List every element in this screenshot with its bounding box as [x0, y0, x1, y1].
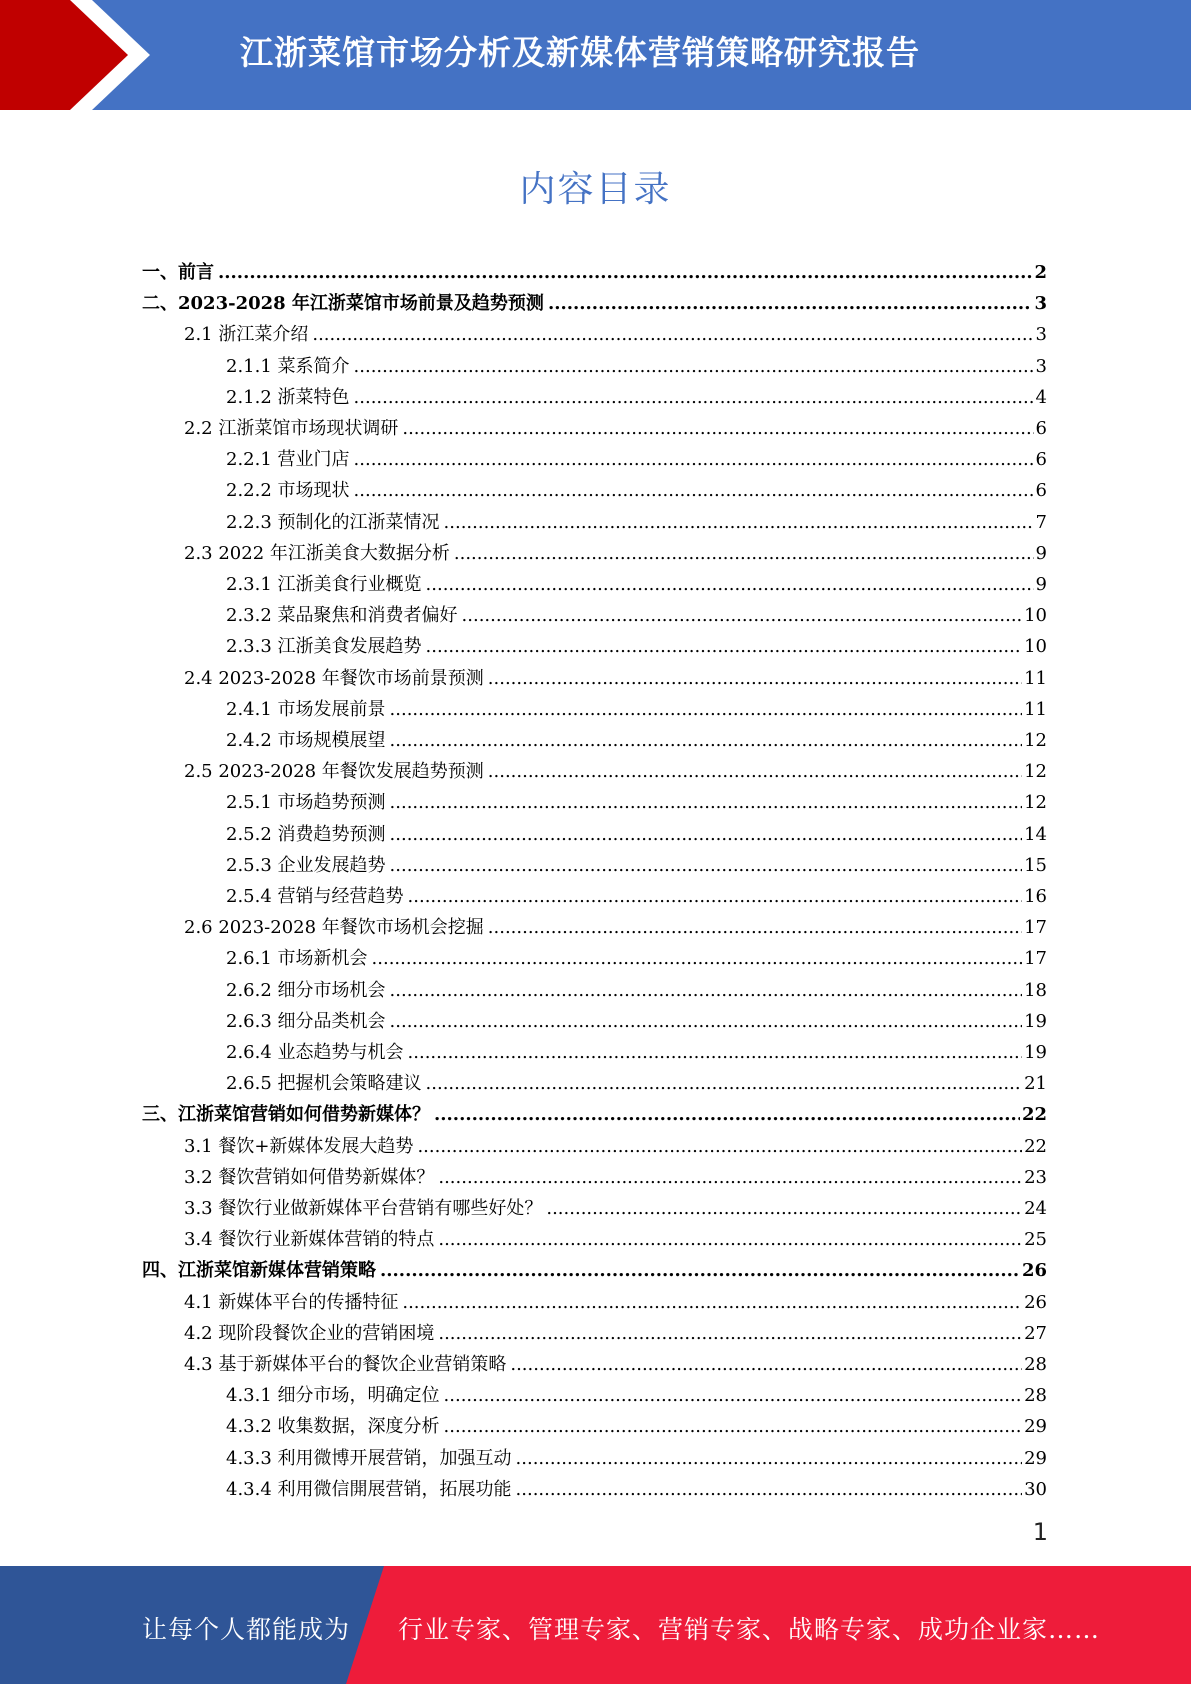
- toc-dot-leader: [390, 698, 1023, 722]
- toc-dot-leader: [390, 979, 1023, 1003]
- toc-entry[interactable]: [184, 1159, 1047, 1190]
- toc-entry[interactable]: [226, 722, 1047, 753]
- toc-entry-page: 10: [1024, 605, 1047, 627]
- toc-entry[interactable]: [226, 1377, 1047, 1408]
- toc-dot-leader: [426, 635, 1023, 659]
- toc-entry-label: 3.3 餐饮行业做新媒体平台营销有哪些好处？: [184, 1198, 543, 1219]
- toc-entry-label: 2.3.2 菜品聚焦和消费者偏好: [226, 605, 458, 627]
- toc-entry-page: 26: [1021, 1260, 1047, 1282]
- toc-entry-label: 2.6.5 把握机会策略建议: [226, 1073, 422, 1095]
- toc-entry-label: 2.2 江浙菜馆市场现状调研: [184, 418, 399, 439]
- toc-entry[interactable]: [226, 878, 1047, 909]
- toc-dot-leader: [417, 1135, 1022, 1159]
- toc-dot-leader: [390, 854, 1023, 878]
- toc-entry[interactable]: [226, 691, 1047, 722]
- toc-entry-page: 6: [1035, 480, 1047, 502]
- toc-entry-page: 30: [1024, 1478, 1047, 1500]
- toc-entry-page: 14: [1024, 823, 1047, 845]
- toc-entry[interactable]: [226, 784, 1047, 815]
- toc-entry-page: 3: [1035, 324, 1047, 346]
- toc-dot-leader: [390, 791, 1023, 815]
- toc-dot-leader: [354, 479, 1034, 503]
- toc-entry-label: 4.2 现阶段餐饮企业的营销困境: [184, 1322, 435, 1344]
- toc-dot-leader: [408, 1041, 1023, 1065]
- toc-entry[interactable]: [142, 1096, 1047, 1127]
- toc-dot-leader: [488, 667, 1022, 691]
- toc-entry-label: 4.3 基于新媒体平台的餐饮企业营销策略: [184, 1354, 507, 1375]
- toc-entry-page: 28: [1024, 1385, 1047, 1407]
- report-header-band: [0, 0, 1191, 110]
- toc-entry-label: 2.5.1 市场趋势预测: [226, 792, 386, 814]
- toc-dot-leader: [488, 760, 1022, 784]
- footer-band: [0, 1566, 1191, 1684]
- toc-dot-leader: [354, 355, 1034, 379]
- toc-dot-leader: [426, 1072, 1023, 1096]
- toc-entry-label: 2.5 2023-2028 年餐饮发展趋势预测: [184, 761, 484, 783]
- toc-entry[interactable]: [226, 847, 1047, 878]
- toc-dot-leader: [390, 729, 1023, 753]
- toc-dot-leader: [402, 1291, 1022, 1315]
- toc-entry[interactable]: [184, 316, 1047, 347]
- toc-entry-label: 2.5.4 营销与经营趋势: [226, 886, 404, 907]
- toc-entry[interactable]: [226, 1440, 1047, 1471]
- toc-entry-page: 9: [1035, 574, 1047, 595]
- toc-entry[interactable]: [142, 285, 1047, 316]
- toc-entry-page: 16: [1024, 886, 1047, 907]
- toc-entry[interactable]: [184, 660, 1047, 691]
- page-number: 1: [1032, 1518, 1048, 1546]
- toc-entry-label: 2.6.4 业态趋势与机会: [226, 1042, 404, 1063]
- toc-dot-leader: [438, 1166, 1022, 1190]
- toc-dot-leader: [438, 1228, 1022, 1252]
- footer-slogan-right: 行业专家、管理专家、营销专家、战略专家、成功企业家……: [398, 1615, 1101, 1644]
- toc-entry[interactable]: [226, 1408, 1047, 1439]
- toc-entry-page: 10: [1024, 636, 1047, 658]
- toc-entry-label: 2.6.1 市场新机会: [226, 948, 368, 970]
- toc-entry-page: 12: [1024, 761, 1047, 783]
- toc-entry-page: 12: [1024, 730, 1047, 751]
- toc-entry-label: 一、前言: [142, 262, 214, 283]
- toc-entry-page: 27: [1024, 1322, 1047, 1344]
- toc-entry[interactable]: [226, 566, 1047, 597]
- toc-entry[interactable]: [226, 472, 1047, 503]
- toc-entry-label: 三、江浙菜馆营销如何借势新媒体？: [142, 1104, 430, 1126]
- toc-entry-label: 2.5.3 企业发展趋势: [226, 854, 386, 876]
- toc-entry[interactable]: [226, 816, 1047, 847]
- toc-entry-page: 9: [1035, 542, 1047, 564]
- toc-entry[interactable]: [184, 410, 1047, 441]
- toc-dot-leader: [380, 1259, 1020, 1283]
- toc-entry-label: 2.4.2 市场规模展望: [226, 730, 386, 751]
- toc-dot-leader: [444, 511, 1034, 535]
- toc-entry[interactable]: [184, 1128, 1047, 1159]
- toc-entry-label: 4.3.4 利用微信開展营销，拓展功能: [226, 1478, 512, 1500]
- toc-dot-leader: [408, 885, 1023, 909]
- toc-entry-page: 11: [1024, 698, 1047, 720]
- toc-entry[interactable]: [226, 1034, 1047, 1065]
- toc-entry-page: 11: [1024, 667, 1047, 689]
- toc-entry[interactable]: [184, 1346, 1047, 1377]
- toc-dot-leader: [462, 604, 1023, 628]
- toc-dot-leader: [438, 1322, 1022, 1346]
- toc-entry[interactable]: [226, 940, 1047, 971]
- toc-entry-label: 2.2.3 预制化的江浙菜情况: [226, 511, 440, 533]
- toc-entry-page: 24: [1024, 1198, 1047, 1219]
- toc-dot-leader: [354, 386, 1034, 410]
- toc-entry[interactable]: [226, 597, 1047, 628]
- toc-dot-leader: [312, 323, 1033, 347]
- toc-entry[interactable]: [226, 1471, 1047, 1502]
- toc-entry[interactable]: [184, 535, 1047, 566]
- toc-dot-leader: [516, 1447, 1023, 1471]
- toc-entry[interactable]: [226, 1003, 1047, 1034]
- toc-entry[interactable]: [226, 441, 1047, 472]
- toc-entry-page: 18: [1024, 979, 1047, 1001]
- toc-entry-page: 28: [1024, 1354, 1047, 1375]
- report-title: 江浙菜馆市场分析及新媒体营销策略研究报告: [240, 33, 920, 72]
- toc-entry[interactable]: [142, 254, 1047, 285]
- toc-entry-label: 2.1.2 浙菜特色: [226, 386, 350, 408]
- toc-entry-label: 4.3.2 收集数据，深度分析: [226, 1416, 440, 1438]
- toc-dot-leader: [548, 292, 1033, 316]
- toc-entry-page: 25: [1024, 1229, 1047, 1251]
- toc-dot-leader: [546, 1197, 1022, 1221]
- toc-entry[interactable]: [226, 504, 1047, 535]
- toc-entry-label: 2.5.2 消费趋势预测: [226, 823, 386, 845]
- toc-entry-label: 2.4 2023-2028 年餐饮市场前景预测: [184, 667, 484, 689]
- toc-entry-label: 2.3 2022 年江浙美食大数据分析: [184, 542, 450, 564]
- toc-entry-label: 3.1 餐饮+新媒体发展大趋势: [184, 1135, 414, 1157]
- toc-entry-label: 4.3.3 利用微博开展营销，加强互动: [226, 1447, 512, 1469]
- toc-entry-page: 29: [1024, 1447, 1047, 1469]
- toc-entry-label: 二、2023-2028 年江浙菜馆市场前景及趋势预测: [142, 293, 544, 315]
- toc-entry[interactable]: [184, 753, 1047, 784]
- toc-dot-leader: [454, 542, 1034, 566]
- toc-entry-page: 2: [1034, 262, 1047, 283]
- toc-entry[interactable]: [226, 348, 1047, 379]
- toc-entry-page: 6: [1035, 418, 1047, 439]
- toc-dot-leader: [390, 1010, 1023, 1034]
- toc-entry-page: 3: [1035, 355, 1047, 377]
- toc-entry[interactable]: [142, 1252, 1047, 1283]
- toc-entry[interactable]: [184, 1284, 1047, 1315]
- toc-entry-page: 12: [1024, 792, 1047, 814]
- toc-entry-label: 3.2 餐饮营销如何借势新媒体？: [184, 1166, 435, 1188]
- toc-dot-leader: [354, 448, 1034, 472]
- toc-entry[interactable]: [226, 1065, 1047, 1096]
- toc-entry-page: 19: [1024, 1010, 1047, 1032]
- toc-entry-page: 22: [1021, 1104, 1047, 1126]
- toc-dot-leader: [488, 916, 1022, 940]
- toc-entry-page: 17: [1024, 917, 1047, 939]
- toc-entry-page: 6: [1035, 449, 1047, 471]
- toc-entry-label: 4.3.1 细分市场，明确定位: [226, 1385, 440, 1407]
- toc-entry[interactable]: [226, 972, 1047, 1003]
- toc-entry-label: 2.6.3 细分品类机会: [226, 1010, 386, 1032]
- toc-entry-label: 3.4 餐饮行业新媒体营销的特点: [184, 1229, 435, 1251]
- toc-entry[interactable]: [184, 1315, 1047, 1346]
- toc-entry-page: 22: [1024, 1135, 1047, 1157]
- toc-entry-label: 4.1 新媒体平台的传播特征: [184, 1291, 399, 1313]
- toc-dot-leader: [402, 417, 1033, 441]
- toc-entry-label: 2.3.1 江浙美食行业概览: [226, 574, 422, 595]
- toc-dot-leader: [516, 1478, 1023, 1502]
- toc-entry-label: 四、江浙菜馆新媒体营销策略: [142, 1260, 376, 1282]
- toc-entry-label: 2.4.1 市场发展前景: [226, 698, 386, 720]
- toc-entry[interactable]: [226, 379, 1047, 410]
- toc-entry-page: 15: [1024, 854, 1047, 876]
- toc-dot-leader: [372, 947, 1023, 971]
- toc-entry-label: 2.1.1 菜系简介: [226, 355, 350, 377]
- toc-entry[interactable]: [184, 1190, 1047, 1221]
- toc-entry-label: 2.1 浙江菜介绍: [184, 324, 309, 346]
- toc-entry-page: 7: [1035, 511, 1047, 533]
- toc-entry-page: 26: [1024, 1291, 1047, 1313]
- toc-entry-page: 29: [1024, 1416, 1047, 1438]
- toc-dot-leader: [510, 1353, 1022, 1377]
- toc-entry-page: 17: [1024, 948, 1047, 970]
- toc-dot-leader: [390, 823, 1023, 847]
- toc-entry-label: 2.3.3 江浙美食发展趋势: [226, 636, 422, 658]
- toc-dot-leader: [218, 261, 1032, 285]
- toc-entry[interactable]: [226, 628, 1047, 659]
- toc-entry-page: 3: [1034, 293, 1047, 315]
- toc-dot-leader: [426, 573, 1034, 597]
- toc-entry-page: 4: [1035, 386, 1047, 408]
- footer-slogan-left: 让每个人都能成为: [142, 1615, 351, 1644]
- toc-heading: 内容目录: [519, 169, 672, 210]
- toc-entry[interactable]: [184, 1221, 1047, 1252]
- toc-entry-label: 2.2.1 营业门店: [226, 449, 350, 471]
- toc-dot-leader: [444, 1415, 1023, 1439]
- toc-dot-leader: [444, 1384, 1023, 1408]
- toc-entry-page: 23: [1024, 1166, 1047, 1188]
- toc-dot-leader: [434, 1103, 1020, 1127]
- toc-entry-label: 2.2.2 市场现状: [226, 480, 350, 502]
- toc-entry-page: 21: [1024, 1073, 1047, 1095]
- toc-entry[interactable]: [184, 909, 1047, 940]
- toc-entry-label: 2.6 2023-2028 年餐饮市场机会挖掘: [184, 917, 484, 939]
- toc-entry-page: 19: [1024, 1042, 1047, 1063]
- toc-entry-label: 2.6.2 细分市场机会: [226, 979, 386, 1001]
